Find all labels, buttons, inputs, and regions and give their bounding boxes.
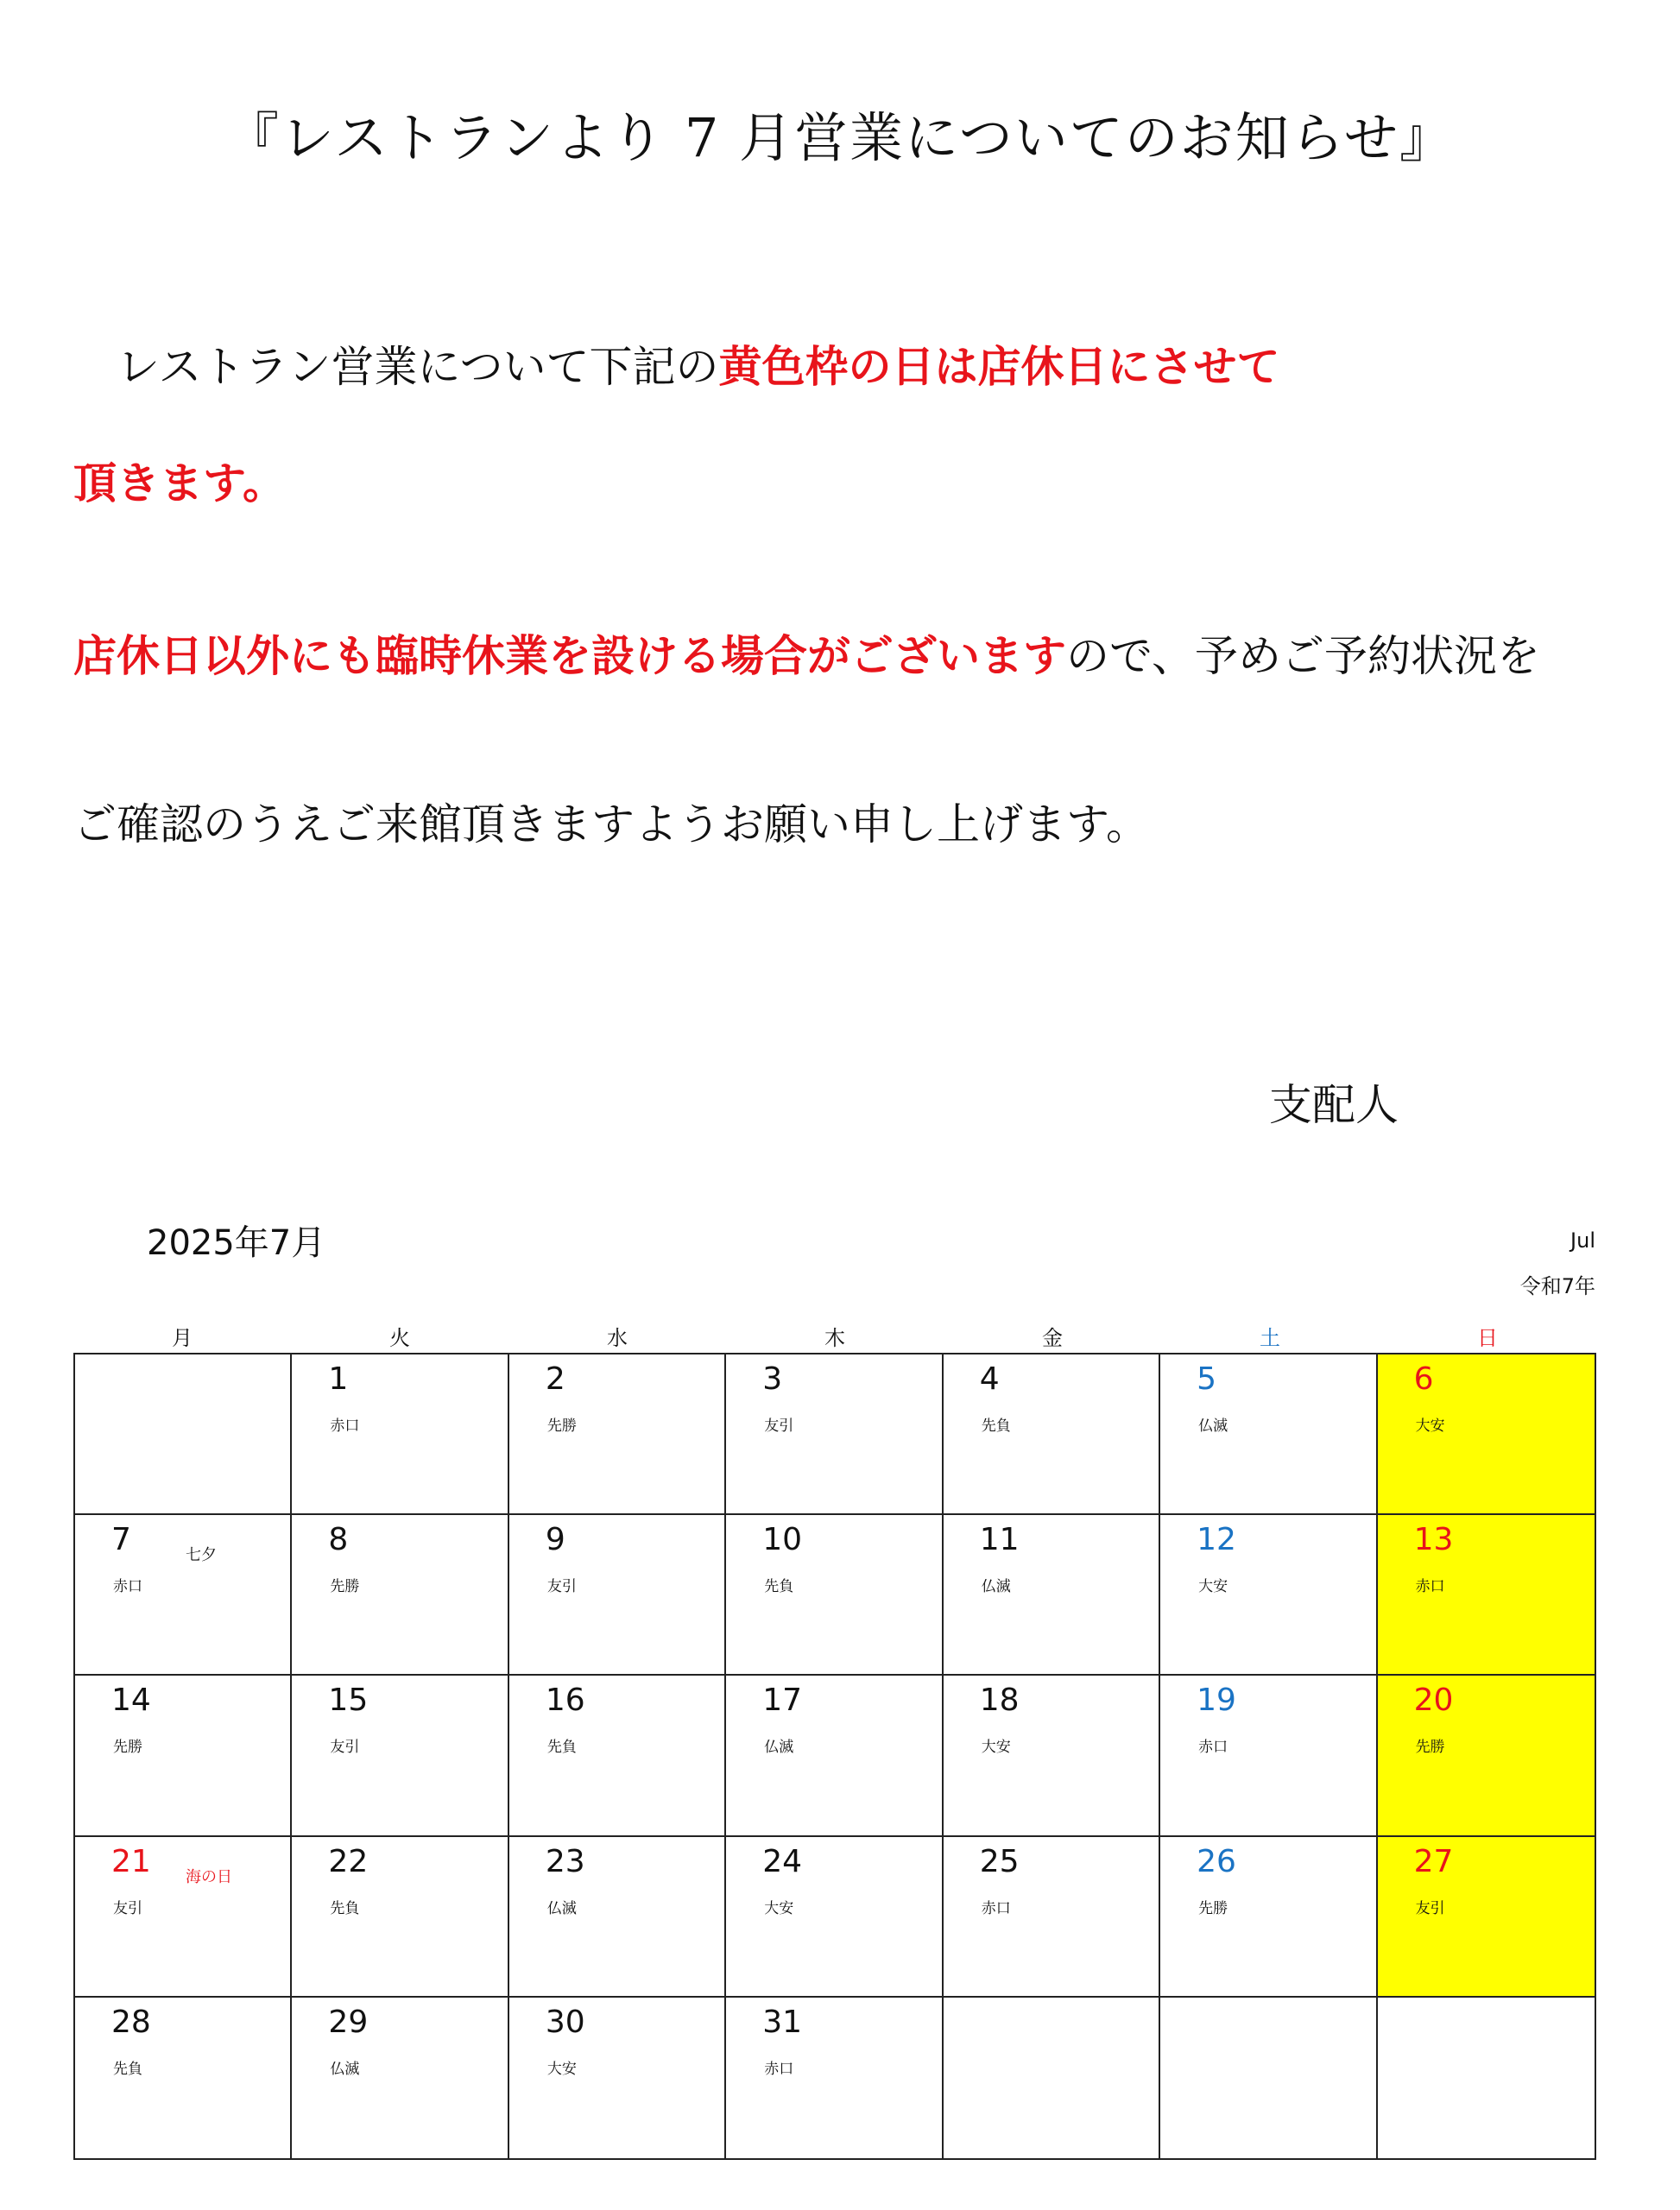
weekday-label: 日 [1477, 1326, 1498, 1350]
calendar-day-cell [292, 1354, 508, 1515]
rokuyo-label: 友引 [330, 1739, 360, 1757]
day-number: 9 [545, 1522, 565, 1558]
day-number: 11 [979, 1522, 1020, 1558]
calendar-day-cell [944, 1354, 1160, 1515]
calendar-day-cell [944, 1837, 1160, 1998]
day-number: 18 [979, 1683, 1020, 1719]
calendar-day-cell [292, 1676, 508, 1836]
day-number: 2 [545, 1361, 565, 1397]
day-note: 海の日 [186, 1867, 232, 1886]
rokuyo-label: 友引 [764, 1418, 794, 1435]
calendar-day-cell [1378, 1676, 1595, 1836]
day-note: 七夕 [186, 1546, 217, 1565]
calendar-day-cell [1160, 1676, 1377, 1836]
calendar-day-cell [75, 1837, 292, 1998]
weekday-label: 金 [1042, 1326, 1063, 1350]
calendar-day-cell [509, 1837, 726, 1998]
weekday-label: 土 [1260, 1326, 1280, 1350]
calendar-empty-cell [1160, 1998, 1377, 2158]
body-line-2 [73, 449, 1627, 511]
calendar-day-cell [292, 1837, 508, 1998]
body-line-1 [73, 332, 1627, 395]
rokuyo-label: 大安 [981, 1739, 1011, 1757]
day-number: 4 [979, 1361, 1000, 1397]
day-number: 14 [111, 1683, 151, 1719]
calendar-day-cell [1378, 1515, 1595, 1676]
rokuyo-label: 大安 [546, 2060, 577, 2078]
calendar-day-cell [75, 1515, 292, 1676]
calendar-day-cell [726, 1515, 943, 1676]
day-number: 31 [762, 2004, 803, 2040]
day-number: 5 [1197, 1361, 1217, 1397]
calendar-day-cell [292, 1515, 508, 1676]
rokuyo-label: 大安 [1415, 1418, 1445, 1435]
calendar-day-cell [75, 1998, 292, 2158]
rokuyo-label: 友引 [1415, 1899, 1445, 1917]
weekday-label: 水 [607, 1326, 628, 1350]
day-number: 17 [762, 1683, 803, 1719]
rokuyo-label: 大安 [1198, 1578, 1228, 1596]
rokuyo-label: 友引 [113, 1899, 142, 1917]
calendar-day-cell [509, 1354, 726, 1515]
calendar-day-cell [1378, 1837, 1595, 1998]
day-number: 10 [762, 1522, 803, 1558]
calendar-grid [73, 1353, 1596, 2160]
calendar-empty-cell [75, 1354, 292, 1515]
calendar-month-label: 2025年7月 [147, 1223, 326, 1263]
day-number: 6 [1413, 1361, 1434, 1397]
calendar-empty-cell [944, 1998, 1160, 2158]
day-number: 13 [1413, 1522, 1454, 1558]
weekday-label: 木 [824, 1326, 845, 1350]
rokuyo-label: 先負 [113, 2060, 142, 2078]
rokuyo-label: 先勝 [546, 1418, 577, 1435]
calendar-day-cell [509, 1998, 726, 2158]
calendar-day-cell [1378, 1354, 1595, 1515]
body-line-3 [73, 622, 1627, 684]
day-number: 1 [328, 1361, 349, 1397]
rokuyo-label: 先負 [546, 1739, 577, 1757]
calendar-day-cell [726, 1837, 943, 1998]
body-line-2-emphasis: 頂きます。 [73, 458, 286, 508]
body-line-4-text: ご確認のうえご来館頂きますようお願い申し上げます。 [73, 799, 1149, 849]
calendar-day-cell [509, 1676, 726, 1836]
rokuyo-label: 先勝 [330, 1578, 360, 1596]
body-line-4 [73, 790, 1627, 852]
rokuyo-label: 先勝 [1415, 1739, 1445, 1757]
day-number: 7 [111, 1522, 131, 1558]
day-number: 12 [1197, 1522, 1236, 1558]
rokuyo-label: 先負 [330, 1899, 360, 1917]
day-number: 15 [328, 1683, 369, 1719]
day-number: 27 [1413, 1843, 1454, 1879]
day-number: 8 [328, 1522, 349, 1558]
signature: 支配人 [1269, 1080, 1399, 1130]
day-number: 30 [545, 2004, 585, 2040]
calendar-day-cell [726, 1676, 943, 1836]
body-line-1-text: レストラン営業について下記の [73, 342, 719, 392]
calendar-day-cell [1160, 1354, 1377, 1515]
rokuyo-label: 赤口 [1198, 1739, 1228, 1757]
calendar-day-cell [726, 1354, 943, 1515]
day-number: 24 [762, 1843, 803, 1879]
rokuyo-label: 赤口 [330, 1418, 360, 1435]
rokuyo-label: 先勝 [113, 1739, 142, 1757]
rokuyo-label: 大安 [764, 1899, 794, 1917]
day-number: 3 [762, 1361, 783, 1397]
weekday-label: 火 [389, 1326, 410, 1350]
day-number: 21 [111, 1843, 151, 1879]
calendar-english-month: Jul [1570, 1228, 1595, 1253]
calendar-empty-cell [1378, 1998, 1595, 2158]
weekday-label: 月 [172, 1326, 193, 1350]
rokuyo-label: 赤口 [1415, 1578, 1445, 1596]
calendar-day-cell [944, 1515, 1160, 1676]
calendar-day-cell [1160, 1515, 1377, 1676]
rokuyo-label: 先負 [764, 1578, 794, 1596]
calendar-era-year: 令和7年 [1519, 1274, 1595, 1298]
day-number: 22 [328, 1843, 369, 1879]
rokuyo-label: 仏滅 [764, 1739, 794, 1757]
rokuyo-label: 友引 [546, 1578, 577, 1596]
calendar-day-cell [292, 1998, 508, 2158]
day-number: 25 [979, 1843, 1020, 1879]
rokuyo-label: 先勝 [1198, 1899, 1228, 1917]
rokuyo-label: 赤口 [113, 1578, 142, 1596]
rokuyo-label: 先負 [981, 1418, 1011, 1435]
calendar-day-cell [509, 1515, 726, 1676]
rokuyo-label: 仏滅 [330, 2060, 360, 2078]
calendar-day-cell [726, 1998, 943, 2158]
rokuyo-label: 仏滅 [546, 1899, 577, 1917]
rokuyo-label: 仏滅 [1198, 1418, 1228, 1435]
day-number: 29 [328, 2004, 369, 2040]
calendar-day-cell [1160, 1837, 1377, 1998]
day-number: 16 [545, 1683, 585, 1719]
calendar-day-cell [75, 1676, 292, 1836]
calendar-day-cell [944, 1676, 1160, 1836]
weekday-header [73, 1321, 1596, 1355]
rokuyo-label: 赤口 [981, 1899, 1011, 1917]
body-line-3-text: ので、予めご予約状況を [1066, 631, 1540, 681]
day-number: 20 [1413, 1683, 1454, 1719]
rokuyo-label: 赤口 [764, 2060, 794, 2078]
body-line-3-emphasis: 店休日以外にも臨時休業を設ける場合がございます [73, 631, 1066, 681]
day-number: 19 [1197, 1683, 1236, 1719]
day-number: 23 [545, 1843, 585, 1879]
day-number: 28 [111, 2004, 151, 2040]
body-line-1-emphasis: 黄色枠の日は店休日にさせて [718, 342, 1280, 392]
day-number: 26 [1197, 1843, 1236, 1879]
rokuyo-label: 仏滅 [981, 1578, 1011, 1596]
notice-title: 『レストランより 7 月営業についてのお知らせ』 [225, 106, 1455, 169]
